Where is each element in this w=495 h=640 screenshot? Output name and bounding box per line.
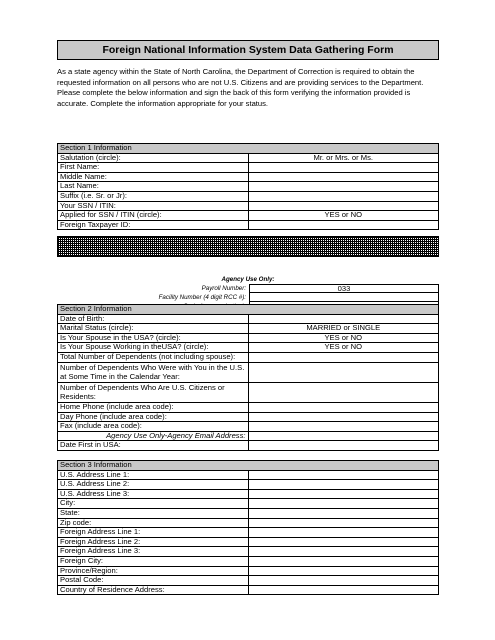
field-value[interactable] — [248, 402, 439, 412]
field-label: Is Your Spouse Working in theUSA? (circle): — [58, 343, 249, 353]
form-row — [58, 352, 439, 362]
field-label: Day Phone (include area code): — [58, 412, 249, 422]
form-row — [58, 153, 439, 163]
field-label: State: — [58, 508, 249, 518]
form-row — [58, 324, 439, 334]
agency-email-label: Agency Use Only-Agency Email Address: — [58, 431, 249, 441]
section-header-row — [58, 461, 439, 471]
field-value[interactable] — [248, 576, 439, 586]
field-value[interactable] — [248, 470, 439, 480]
form-row — [58, 211, 439, 221]
field-value[interactable] — [248, 182, 439, 192]
field-options[interactable]: MARRIED or SINGLE — [248, 324, 439, 334]
field-label: Middle Name: — [58, 172, 249, 182]
field-value[interactable] — [248, 528, 439, 538]
field-label: Fax (include area code): — [58, 422, 249, 432]
field-value[interactable] — [248, 172, 439, 182]
field-label: Home Phone (include area code): — [58, 402, 249, 412]
field-value[interactable] — [248, 191, 439, 201]
agency-field-value[interactable] — [249, 293, 439, 302]
field-label: Foreign City: — [58, 556, 249, 566]
field-value[interactable] — [248, 412, 439, 422]
field-label: Your SSN / ITIN: — [58, 201, 249, 211]
field-value[interactable] — [248, 362, 439, 382]
field-label: Total Number of Dependents (not including spouse): — [58, 352, 249, 362]
field-label: Date First in USA: — [58, 441, 249, 451]
agency-field-label: Payroll Number: — [201, 285, 246, 292]
field-value[interactable] — [248, 556, 439, 566]
field-label: Suffix (i.e. Sr. or Jr): — [58, 191, 249, 201]
field-label: Number of Dependents Who Are U.S. Citizens or Residents: — [58, 382, 249, 402]
field-label: Date of Birth: — [58, 314, 249, 324]
hatched-divider — [57, 236, 439, 257]
form-row — [58, 201, 439, 211]
form-row — [58, 566, 439, 576]
field-value[interactable] — [248, 441, 439, 451]
field-label: Foreign Address Line 3: — [58, 547, 249, 557]
form-row — [58, 489, 439, 499]
agency-field-label: Facility Number (4 digit RCC #): — [158, 294, 246, 301]
field-value[interactable] — [248, 480, 439, 490]
form-row — [58, 382, 439, 402]
field-label: U.S. Address Line 2: — [58, 480, 249, 490]
field-label: Foreign Taxpayer ID: — [58, 220, 249, 230]
section3-table — [57, 460, 439, 595]
form-row — [58, 480, 439, 490]
agency-row — [57, 284, 439, 293]
field-label: Marital Status (circle): — [58, 324, 249, 334]
form-row — [58, 441, 439, 451]
form-row — [58, 163, 439, 173]
form-row — [58, 182, 439, 192]
section2-table — [57, 304, 439, 451]
field-value[interactable] — [248, 422, 439, 432]
field-value[interactable] — [248, 508, 439, 518]
field-label: Country of Residence Address: — [58, 585, 249, 595]
agency-email-value[interactable] — [248, 431, 439, 441]
field-label: Last Name: — [58, 182, 249, 192]
field-label: Province/Region: — [58, 566, 249, 576]
field-value[interactable] — [248, 499, 439, 509]
field-options[interactable]: YES or NO — [248, 333, 439, 343]
field-options[interactable]: YES or NO — [248, 343, 439, 353]
section-header: Section 1 Information — [58, 144, 439, 154]
field-label: Postal Code: — [58, 576, 249, 586]
field-value[interactable] — [248, 566, 439, 576]
form-row — [58, 314, 439, 324]
field-label: Number of Dependents Who Were with You in the U.S. at Some Time in the Calendar Year: — [58, 362, 249, 382]
field-label: U.S. Address Line 1: — [58, 470, 249, 480]
field-label: Foreign Address Line 1: — [58, 528, 249, 538]
field-label: U.S. Address Line 3: — [58, 489, 249, 499]
form-row — [58, 172, 439, 182]
form-row — [58, 412, 439, 422]
field-label: Salutation (circle): — [58, 153, 249, 163]
form-row — [58, 518, 439, 528]
field-label: Foreign Address Line 2: — [58, 537, 249, 547]
field-label: Is Your Spouse in the USA? (circle): — [58, 333, 249, 343]
field-options[interactable]: YES or NO — [248, 211, 439, 221]
section-header-row — [58, 144, 439, 154]
agency-email-row — [58, 431, 439, 441]
section-header-row — [58, 305, 439, 315]
form-row — [58, 220, 439, 230]
field-options[interactable]: Mr. or Mrs. or Ms. — [248, 153, 439, 163]
field-value[interactable] — [248, 220, 439, 230]
form-row — [58, 576, 439, 586]
field-value[interactable] — [248, 314, 439, 324]
form-row — [58, 470, 439, 480]
field-label: City: — [58, 499, 249, 509]
field-value[interactable] — [248, 489, 439, 499]
form-row — [58, 191, 439, 201]
agency-row — [57, 293, 439, 302]
field-value[interactable] — [248, 547, 439, 557]
field-value[interactable] — [248, 201, 439, 211]
form-row — [58, 333, 439, 343]
field-value[interactable] — [248, 382, 439, 402]
field-label: Applied for SSN / ITIN (circle): — [58, 211, 249, 221]
form-row — [58, 537, 439, 547]
form-row — [58, 343, 439, 353]
section-header: Section 2 Information — [58, 305, 439, 315]
field-value[interactable] — [248, 537, 439, 547]
field-value[interactable] — [248, 585, 439, 595]
section1-table — [57, 143, 439, 230]
form-row — [58, 499, 439, 509]
field-value[interactable] — [248, 352, 439, 362]
field-label: First Name: — [58, 163, 249, 173]
form-row — [58, 402, 439, 412]
form-row — [58, 528, 439, 538]
field-label: Zip code: — [58, 518, 249, 528]
field-value[interactable] — [248, 163, 439, 173]
section-header: Section 3 Information — [58, 461, 439, 471]
agency-use-heading: Agency Use Only: — [221, 276, 275, 283]
form-row — [58, 422, 439, 432]
form-row — [58, 585, 439, 595]
field-value[interactable] — [248, 518, 439, 528]
form-row — [58, 547, 439, 557]
form-row — [58, 508, 439, 518]
form-title: Foreign National Information System Data Gathering Form — [57, 40, 439, 60]
form-row — [58, 362, 439, 382]
intro-paragraph: As a state agency within the State of North Carolina, the Department of Correction is required to obtain the requested information on all persons who are not U.S. Citizens and are providing services to the Department. Please complete the below information and sign the back of this form verifying the information provided is accurate. Complete the information appropriate for your status. — [57, 67, 424, 108]
agency-field-value[interactable]: 033 — [249, 284, 439, 293]
form-row — [58, 556, 439, 566]
